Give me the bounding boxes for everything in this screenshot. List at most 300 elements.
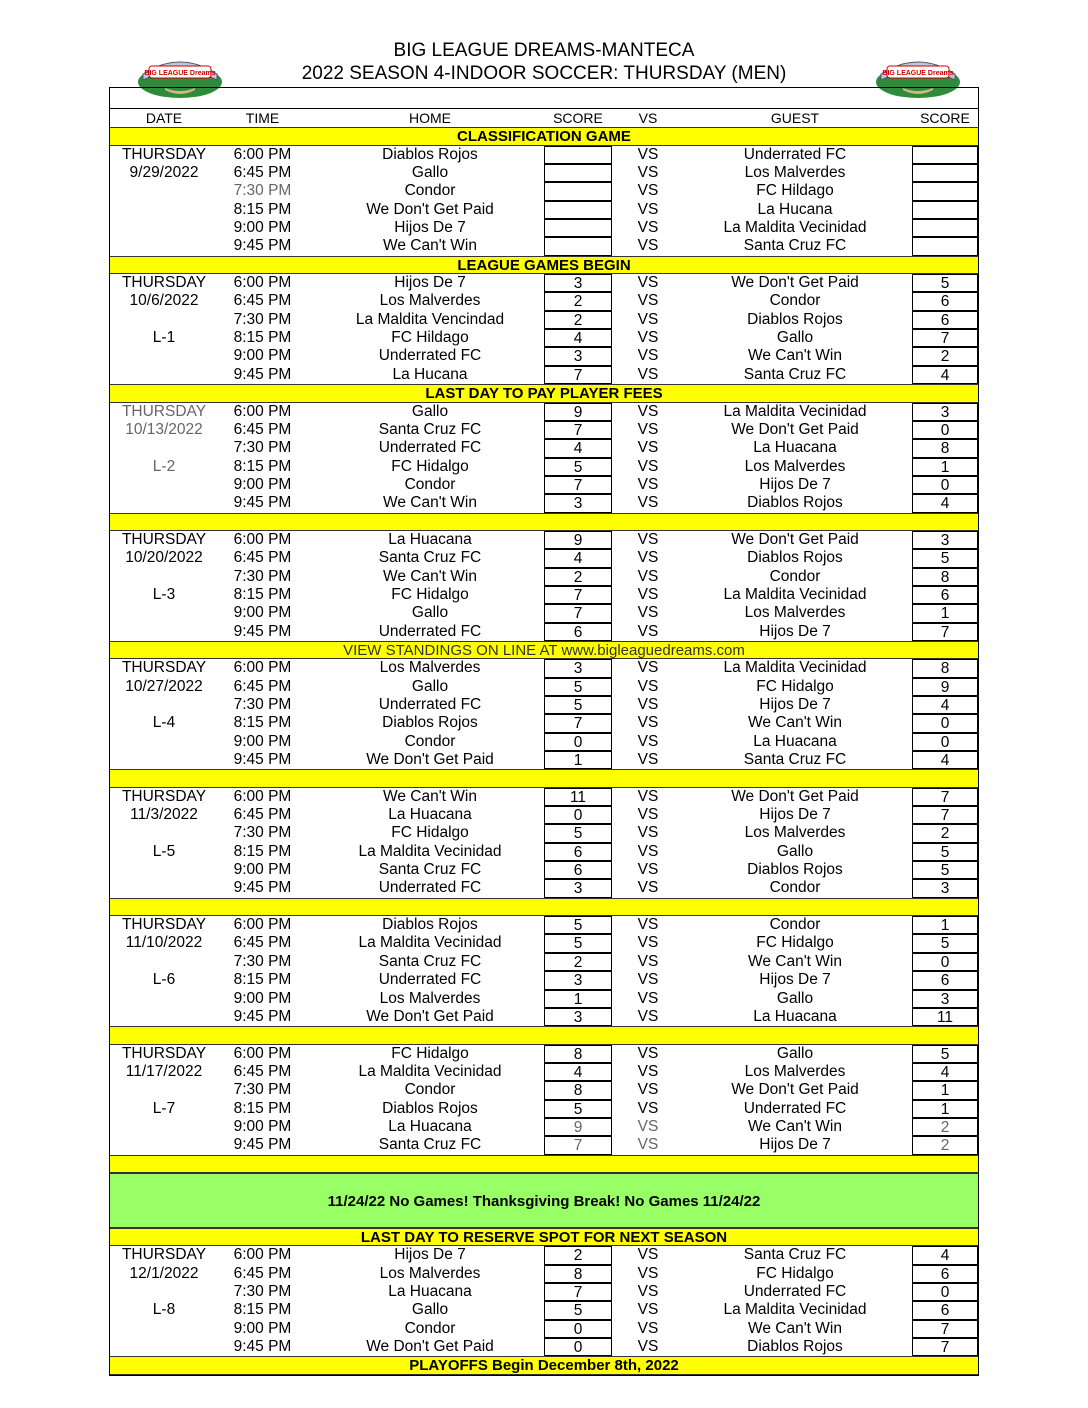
guest-team: Santa Cruz FC <box>743 751 847 769</box>
vs-label: VS <box>637 310 659 328</box>
guest-team: We Don't Get Paid <box>731 530 859 548</box>
home-team: Santa Cruz FC <box>378 861 482 879</box>
game-row <box>110 347 978 365</box>
guest-team: We Can't Win <box>748 952 842 970</box>
section-banner: CLASSIFICATION GAME <box>110 127 978 145</box>
vs-label: VS <box>637 879 659 897</box>
home-team: Condor <box>404 732 456 750</box>
game-time: 9:00 PM <box>233 1319 292 1337</box>
game-time: 7:30 PM <box>233 952 292 970</box>
guest-team: Diablos Rojos <box>747 549 843 567</box>
game-time: 8:15 PM <box>233 200 292 218</box>
vs-label: VS <box>637 1117 659 1135</box>
home-team: Diablos Rojos <box>382 916 478 934</box>
home-score: 8 <box>544 1081 612 1099</box>
guest-score: 4 <box>912 1246 978 1264</box>
guest-team: Condor <box>769 879 821 897</box>
game-row <box>110 861 978 879</box>
game-time: 7:30 PM <box>233 1081 292 1099</box>
game-date: 11/10/2022 <box>125 934 203 952</box>
home-team: Gallo <box>411 1301 449 1319</box>
guest-team: Los Malverdes <box>744 1062 846 1080</box>
game-row <box>110 219 978 237</box>
guest-team: We Can't Win <box>748 1319 842 1337</box>
game-row <box>110 714 978 732</box>
home-score: 7 <box>544 476 612 494</box>
home-team: La Huacana <box>388 1117 472 1135</box>
vs-label: VS <box>637 1099 659 1117</box>
vs-label: VS <box>637 1319 659 1337</box>
guest-score: 2 <box>912 347 978 365</box>
game-row <box>110 549 978 567</box>
game-row <box>110 916 978 934</box>
home-score: 1 <box>544 751 612 769</box>
guest-score: 4 <box>912 696 978 714</box>
guest-team: Los Malverdes <box>744 457 846 475</box>
game-row <box>110 604 978 622</box>
vs-label: VS <box>637 439 659 457</box>
game-day: THURSDAY <box>121 402 207 420</box>
guest-team: La Maldita Vecinidad <box>723 219 867 237</box>
section-banner: LAST DAY TO PAY PLAYER FEES <box>110 384 978 402</box>
home-score: 0 <box>544 1338 612 1356</box>
week-label: L-8 <box>152 1301 176 1319</box>
vs-label: VS <box>637 567 659 585</box>
home-team: La Maldita Vecinidad <box>358 934 502 952</box>
home-team: Santa Cruz FC <box>378 420 482 438</box>
vs-label: VS <box>637 200 659 218</box>
home-score: 2 <box>544 568 612 586</box>
guest-team: Hijos De 7 <box>759 1136 831 1154</box>
home-team: Gallo <box>411 604 449 622</box>
section-banner <box>110 513 978 531</box>
guest-team: FC Hidalgo <box>756 677 834 695</box>
game-date: 10/13/2022 <box>125 420 203 438</box>
guest-score: 1 <box>912 1100 978 1118</box>
column-header-home: HOME <box>409 110 451 126</box>
page-title: BIG LEAGUE DREAMS-MANTECA <box>393 40 695 61</box>
week-label: L-4 <box>152 714 176 732</box>
game-time: 6:45 PM <box>233 164 292 182</box>
home-score: 9 <box>544 531 612 549</box>
home-score: 8 <box>544 1045 612 1063</box>
game-time: 9:45 PM <box>233 237 292 255</box>
game-time: 9:45 PM <box>233 494 292 512</box>
home-score: 3 <box>544 879 612 897</box>
home-score: 2 <box>544 1246 612 1264</box>
column-header-guest-score: SCORE <box>920 110 970 126</box>
game-row <box>110 146 978 164</box>
game-row <box>110 1008 978 1026</box>
home-score <box>544 201 612 219</box>
game-time: 7:30 PM <box>233 567 292 585</box>
vs-label: VS <box>637 861 659 879</box>
game-time: 7:30 PM <box>233 310 292 328</box>
guest-score: 5 <box>912 861 978 879</box>
section-banner: LEAGUE GAMES BEGIN <box>110 256 978 274</box>
game-row <box>110 421 978 439</box>
home-team: We Can't Win <box>383 787 477 805</box>
guest-team: La Huacana <box>753 439 837 457</box>
section-banner: PLAYOFFS Begin December 8th, 2022 <box>110 1356 978 1374</box>
guest-team: We Can't Win <box>748 347 842 365</box>
game-time: 6:45 PM <box>233 1264 292 1282</box>
home-score: 5 <box>544 458 612 476</box>
game-row <box>110 1301 978 1319</box>
guest-team: Underrated FC <box>743 1099 847 1117</box>
page-subtitle: 2022 SEASON 4-INDOOR SOCCER: THURSDAY (MEN) <box>301 63 787 84</box>
home-team: We Don't Get Paid <box>366 1007 494 1025</box>
guest-score: 1 <box>912 1081 978 1099</box>
home-team: FC Hidalgo <box>391 457 469 475</box>
game-row <box>110 329 978 347</box>
home-score: 6 <box>544 843 612 861</box>
game-time: 8:15 PM <box>233 457 292 475</box>
game-time: 9:45 PM <box>233 365 292 383</box>
guest-score: 3 <box>912 531 978 549</box>
guest-score: 3 <box>912 990 978 1008</box>
game-date: 12/1/2022 <box>129 1264 199 1282</box>
home-score: 3 <box>544 494 612 512</box>
home-score: 7 <box>544 1136 612 1154</box>
home-team: FC Hildago <box>391 329 469 347</box>
home-score: 5 <box>544 696 612 714</box>
vs-label: VS <box>637 751 659 769</box>
home-team: Los Malverdes <box>379 292 481 310</box>
week-label: L-7 <box>152 1099 176 1117</box>
game-row <box>110 458 978 476</box>
home-team: Condor <box>404 475 456 493</box>
schedule-table <box>109 87 979 1376</box>
game-row <box>110 751 978 769</box>
game-row <box>110 1063 978 1081</box>
game-time: 8:15 PM <box>233 329 292 347</box>
home-score <box>544 182 612 200</box>
vs-label: VS <box>637 347 659 365</box>
vs-label: VS <box>637 604 659 622</box>
home-team: FC Hidalgo <box>391 585 469 603</box>
svg-text:BIG LEAGUE Dreams: BIG LEAGUE Dreams <box>144 70 216 77</box>
game-day: THURSDAY <box>121 1044 207 1062</box>
guest-score: 2 <box>912 824 978 842</box>
guest-score: 7 <box>912 1320 978 1338</box>
home-score: 5 <box>544 916 612 934</box>
guest-team: Hijos De 7 <box>759 622 831 640</box>
vs-label: VS <box>637 420 659 438</box>
guest-score: 2 <box>912 1136 978 1154</box>
guest-team: La Maldita Vecinidad <box>723 402 867 420</box>
section-banner: LAST DAY TO RESERVE SPOT FOR NEXT SEASON <box>110 1228 978 1246</box>
vs-label: VS <box>637 971 659 989</box>
guest-score: 1 <box>912 458 978 476</box>
game-time: 9:00 PM <box>233 604 292 622</box>
game-row <box>110 1265 978 1283</box>
home-team: Los Malverdes <box>379 989 481 1007</box>
game-time: 6:45 PM <box>233 677 292 695</box>
blank-top-row <box>110 88 978 109</box>
vs-label: VS <box>637 402 659 420</box>
home-team: La Hucana <box>392 365 468 383</box>
home-score: 3 <box>544 1008 612 1026</box>
guest-team: Underrated FC <box>743 145 847 163</box>
game-date: 10/6/2022 <box>129 292 199 310</box>
game-time: 9:00 PM <box>233 475 292 493</box>
game-day: THURSDAY <box>121 787 207 805</box>
guest-score: 5 <box>912 549 978 567</box>
home-team: We Don't Get Paid <box>366 1338 494 1355</box>
vs-label: VS <box>637 585 659 603</box>
game-day: THURSDAY <box>121 274 207 292</box>
week-label: L-3 <box>152 585 176 603</box>
column-header-date: DATE <box>145 110 183 126</box>
game-row <box>110 237 978 255</box>
game-time: 9:45 PM <box>233 622 292 640</box>
game-time: 6:45 PM <box>233 806 292 824</box>
column-header-row <box>110 109 978 127</box>
game-row <box>110 824 978 842</box>
game-time: 6:00 PM <box>233 659 292 677</box>
guest-team: We Don't Get Paid <box>731 274 859 292</box>
vs-label: VS <box>637 916 659 934</box>
home-team: Diablos Rojos <box>382 1099 478 1117</box>
home-score: 0 <box>544 733 612 751</box>
guest-score: 7 <box>912 806 978 824</box>
home-team: Gallo <box>411 677 449 695</box>
game-row <box>110 678 978 696</box>
guest-team: Hijos De 7 <box>759 696 831 713</box>
guest-team: We Don't Get Paid <box>731 420 859 438</box>
game-date: 10/20/2022 <box>125 549 203 567</box>
home-score: 7 <box>544 714 612 732</box>
guest-score: 7 <box>912 788 978 806</box>
home-score: 2 <box>544 953 612 971</box>
guest-team: Gallo <box>776 329 814 347</box>
vs-label: VS <box>637 1282 659 1300</box>
week-label: L-2 <box>152 457 176 475</box>
home-team: Hijos De 7 <box>394 219 466 237</box>
home-team: La Huacana <box>388 530 472 548</box>
home-score: 4 <box>544 549 612 567</box>
guest-score: 3 <box>912 403 978 421</box>
vs-label: VS <box>637 365 659 383</box>
game-row <box>110 531 978 549</box>
home-score: 5 <box>544 1301 612 1319</box>
home-team: We Don't Get Paid <box>366 751 494 769</box>
home-team: Underrated FC <box>378 971 482 989</box>
home-team: FC Hidalgo <box>391 824 469 842</box>
week-label: L-1 <box>152 329 176 347</box>
vs-label: VS <box>637 182 659 200</box>
home-score: 3 <box>544 659 612 677</box>
home-team: Underrated FC <box>378 696 482 713</box>
week-label <box>110 201 218 219</box>
home-score <box>544 237 612 255</box>
guest-team: Underrated FC <box>743 1282 847 1300</box>
game-row <box>110 788 978 806</box>
vs-label: VS <box>637 549 659 567</box>
game-row <box>110 1045 978 1063</box>
vs-label: VS <box>637 824 659 842</box>
game-time: 6:45 PM <box>233 934 292 952</box>
home-score: 4 <box>544 439 612 457</box>
section-banner <box>110 1155 978 1173</box>
home-team: Diablos Rojos <box>382 145 478 163</box>
game-date: 9/29/2022 <box>129 164 199 182</box>
section-banner <box>110 898 978 916</box>
game-time: 8:15 PM <box>233 971 292 989</box>
game-row <box>110 659 978 677</box>
game-row <box>110 494 978 512</box>
guest-score: 0 <box>912 733 978 751</box>
guest-team: Diablos Rojos <box>747 861 843 879</box>
home-team: Condor <box>404 1319 456 1337</box>
guest-team: FC Hidalgo <box>756 934 834 952</box>
home-team: La Huacana <box>388 806 472 824</box>
game-row <box>110 311 978 329</box>
vs-label: VS <box>637 1044 659 1062</box>
section-banner <box>110 1026 978 1044</box>
game-row <box>110 1081 978 1099</box>
home-team: Santa Cruz FC <box>378 952 482 970</box>
guest-score: 6 <box>912 586 978 604</box>
game-row <box>110 806 978 824</box>
game-time: 6:00 PM <box>233 530 292 548</box>
game-time: 9:00 PM <box>233 1117 292 1135</box>
home-score: 2 <box>544 292 612 310</box>
game-row <box>110 1338 978 1356</box>
guest-score: 4 <box>912 1063 978 1081</box>
vs-label: VS <box>637 1136 659 1154</box>
game-time: 9:45 PM <box>233 751 292 769</box>
section-banner: VIEW STANDINGS ON LINE AT www.bigleaguedreams.com <box>110 641 978 659</box>
vs-label: VS <box>637 274 659 292</box>
home-score: 3 <box>544 274 612 292</box>
guest-score: 1 <box>912 916 978 934</box>
guest-score: 0 <box>912 714 978 732</box>
game-time: 9:00 PM <box>233 989 292 1007</box>
guest-team: Gallo <box>776 1044 814 1062</box>
guest-team: Los Malverdes <box>744 604 846 622</box>
vs-label: VS <box>637 714 659 732</box>
vs-label: VS <box>637 1301 659 1319</box>
guest-team: Santa Cruz FC <box>743 1246 847 1264</box>
guest-team: Condor <box>769 567 821 585</box>
home-team: La Maldita Vecinidad <box>358 1062 502 1080</box>
guest-score: 5 <box>912 843 978 861</box>
game-time: 9:45 PM <box>233 1136 292 1154</box>
guest-team: La Huacana <box>753 1007 837 1025</box>
home-team: Santa Cruz FC <box>378 1136 482 1154</box>
game-row <box>110 696 978 714</box>
column-header-guest: GUEST <box>770 110 820 126</box>
vs-label: VS <box>637 292 659 310</box>
home-score: 4 <box>544 329 612 347</box>
guest-score: 0 <box>912 1283 978 1301</box>
game-time: 8:15 PM <box>233 842 292 860</box>
home-team: Underrated FC <box>378 347 482 365</box>
guest-score: 7 <box>912 1338 978 1356</box>
vs-label: VS <box>637 237 659 255</box>
game-row <box>110 843 978 861</box>
game-row <box>110 971 978 989</box>
guest-score: 1 <box>912 604 978 622</box>
home-team: La Maldita Vencindad <box>355 310 505 328</box>
guest-team: Diablos Rojos <box>747 494 843 512</box>
guest-team: We Can't Win <box>748 1117 842 1135</box>
game-time: 6:00 PM <box>233 787 292 805</box>
guest-score: 2 <box>912 1118 978 1136</box>
vs-label: VS <box>637 1246 659 1264</box>
guest-score: 5 <box>912 274 978 292</box>
game-time: 6:00 PM <box>233 402 292 420</box>
vs-label: VS <box>637 1007 659 1025</box>
game-day: THURSDAY <box>121 916 207 934</box>
guest-score <box>912 182 978 200</box>
home-team: We Can't Win <box>383 567 477 585</box>
vs-label: VS <box>637 696 659 713</box>
home-score: 0 <box>544 806 612 824</box>
guest-score: 4 <box>912 494 978 512</box>
guest-score <box>912 237 978 255</box>
game-row <box>110 934 978 952</box>
game-time: 8:15 PM <box>233 1099 292 1117</box>
home-team: We Can't Win <box>383 494 477 512</box>
game-row <box>110 733 978 751</box>
game-time: 9:00 PM <box>233 219 292 237</box>
home-team: Underrated FC <box>378 879 482 897</box>
home-score: 7 <box>544 366 612 384</box>
guest-score: 7 <box>912 623 978 641</box>
home-team: We Can't Win <box>383 237 477 255</box>
game-row <box>110 1320 978 1338</box>
game-row <box>110 292 978 310</box>
home-score <box>544 219 612 237</box>
guest-score: 8 <box>912 439 978 457</box>
guest-score: 8 <box>912 659 978 677</box>
game-row <box>110 623 978 641</box>
vs-label: VS <box>637 1062 659 1080</box>
guest-score: 9 <box>912 678 978 696</box>
vs-label: VS <box>637 952 659 970</box>
home-team: Los Malverdes <box>379 659 481 677</box>
game-row <box>110 439 978 457</box>
game-time: 6:45 PM <box>233 420 292 438</box>
guest-team: Santa Cruz FC <box>743 365 847 383</box>
game-time: 9:45 PM <box>233 1007 292 1025</box>
guest-team: La Maldita Vecinidad <box>723 585 867 603</box>
guest-score: 6 <box>912 1265 978 1283</box>
game-row <box>110 366 978 384</box>
home-score <box>544 146 612 164</box>
game-time: 8:15 PM <box>233 585 292 603</box>
game-date: 11/17/2022 <box>125 1062 203 1080</box>
home-team: Gallo <box>411 164 449 182</box>
guest-team: Diablos Rojos <box>747 310 843 328</box>
game-date: 11/3/2022 <box>130 806 198 824</box>
game-time: 9:45 PM <box>233 1338 292 1355</box>
guest-score: 7 <box>912 329 978 347</box>
game-time: 6:00 PM <box>233 916 292 934</box>
vs-label: VS <box>637 1081 659 1099</box>
game-time: 6:00 PM <box>233 1044 292 1062</box>
week-label: L-5 <box>152 842 176 860</box>
home-score: 0 <box>544 1320 612 1338</box>
home-score: 5 <box>544 824 612 842</box>
game-time: 6:45 PM <box>233 292 292 310</box>
guest-team: Gallo <box>776 989 814 1007</box>
home-team: Underrated FC <box>378 439 482 457</box>
guest-score: 11 <box>912 1008 978 1026</box>
